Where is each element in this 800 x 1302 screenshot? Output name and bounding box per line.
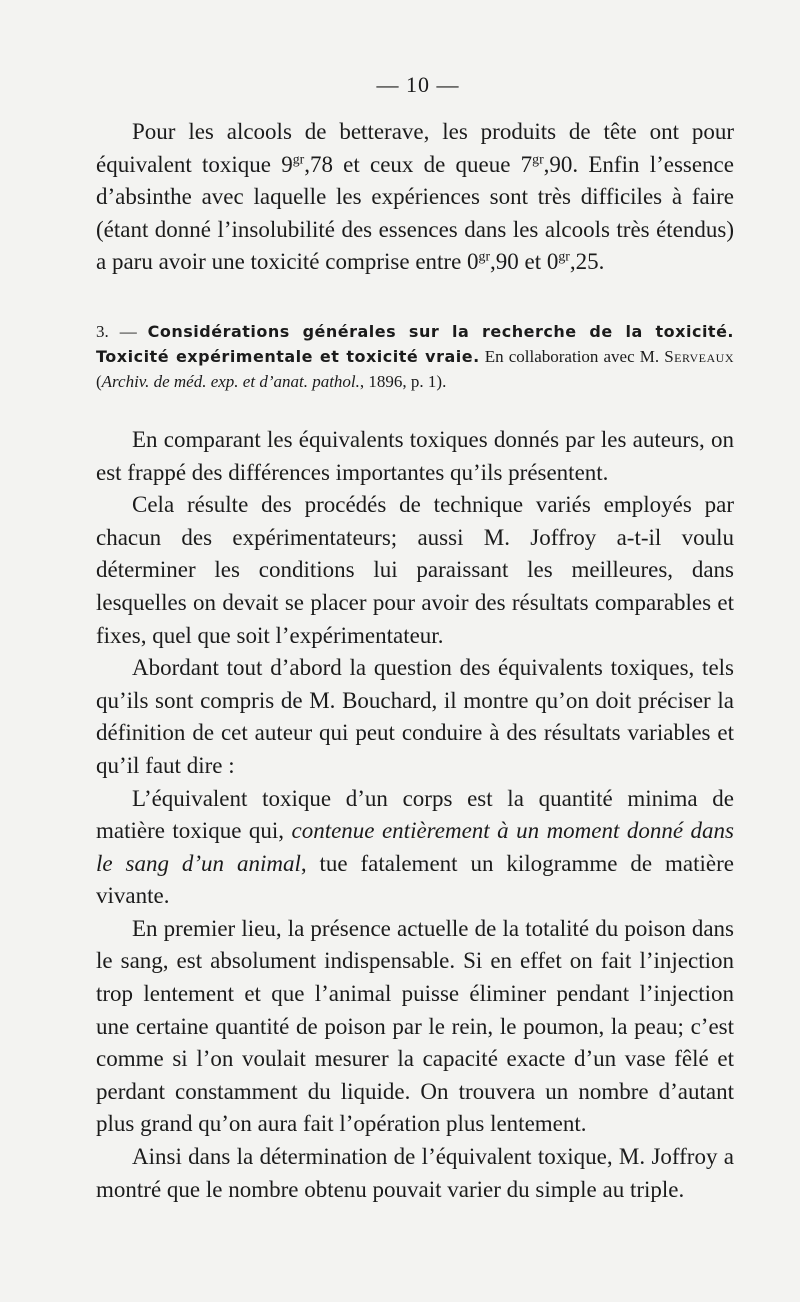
entry-ref-open: ( [96, 371, 102, 391]
p5-text-a: L’équivalent toxique d’un corps est la quantité minima de matière toxique qui, [96, 785, 734, 844]
paragraph-2: En comparant les équivalents toxiques donnés par les auteurs, on est frappé des différences importantes qu’ils présentent. [96, 426, 734, 485]
paragraph-7: Ainsi dans la détermination de l’équivalent toxique, M. Joffroy a montré que le nombre obtenu pouvait varier du simple au triple. [96, 1144, 734, 1202]
entry-author: Serveaux [664, 346, 735, 366]
paragraph-1 [96, 116, 734, 279]
paragraph-5 [96, 783, 734, 913]
p1-text-b: ,78 et ceux de queue 7 [304, 151, 533, 177]
entry-collab: En collaboration avec M. [479, 346, 665, 366]
bibliography-entry [96, 319, 734, 394]
entry-number: 3. — [96, 321, 148, 341]
entry-title: Considérations générales sur la recherche de la toxicité. Toxicité expérimentale et toxicité vraie. [96, 321, 735, 366]
page-number: — 10 — [376, 72, 460, 97]
paragraph-3: Cela résulte des procédés de technique variés employés par chacun des expérimentateurs; aussi M. Joffroy a-t-il voulu déterminer les conditions lui paraissant les meilleures, dans lesquelles on devait se placer pour avoir des résultats comparables et fixes, quel que soit l’expérimentateur. [96, 492, 734, 648]
p1-text-d: ,90 et 0 [490, 249, 559, 275]
p1-text-a: Pour les alcools de betterave, les produits de tête ont pour équivalent toxique 9 [96, 119, 734, 177]
unit-gr: gr [532, 150, 544, 166]
unit-gr: gr [292, 150, 305, 166]
p5-italic: contenue entièrement à un moment donné dans le sang d’un animal [96, 818, 734, 876]
entry-journal: Archiv. de méd. exp. et d’anat. pathol. [101, 371, 360, 391]
unit-gr: gr [558, 248, 570, 264]
p1-text-e: ,25. [569, 249, 605, 275]
book-page [96, 72, 734, 1206]
unit-gr: gr [478, 248, 491, 264]
entry-ref-close: , 1896, p. 1). [359, 371, 447, 391]
p1-text-c: ,90. Enfin l’essence d’absinthe avec laquelle les expériences sont très difficiles à faire (étant donné l’insolubilité des essences dans les alcools très étendus) a paru avoir une toxicité comprise entre 0 [96, 151, 734, 275]
paragraph-4: Abordant tout d’abord la question des équivalents toxiques, tels qu’ils sont compris de M. Bouchard, il montre qu’on doit préciser la définition de cet auteur qui peut conduire à des résultats variables et qu’il faut dire : [96, 655, 734, 778]
paragraph-6: En premier lieu, la présence actuelle de la totalité du poison dans le sang, est absolument indispensable. Si en effet on fait l’injection trop lentement et que l’animal puisse éliminer pendant l’injection une certaine quantité de poison par le rein, le poumon, la peau; c’est comme si l’on voulait mesurer la capacité exacte d’un vase fêlé et perdant constamment du liquide. On trouvera un nombre d’autant plus grand qu’on aura fait l’opération plus lentement. [96, 915, 734, 1137]
p5-text-b: , tue fatalement un kilogramme de matière vivante. [96, 850, 734, 909]
